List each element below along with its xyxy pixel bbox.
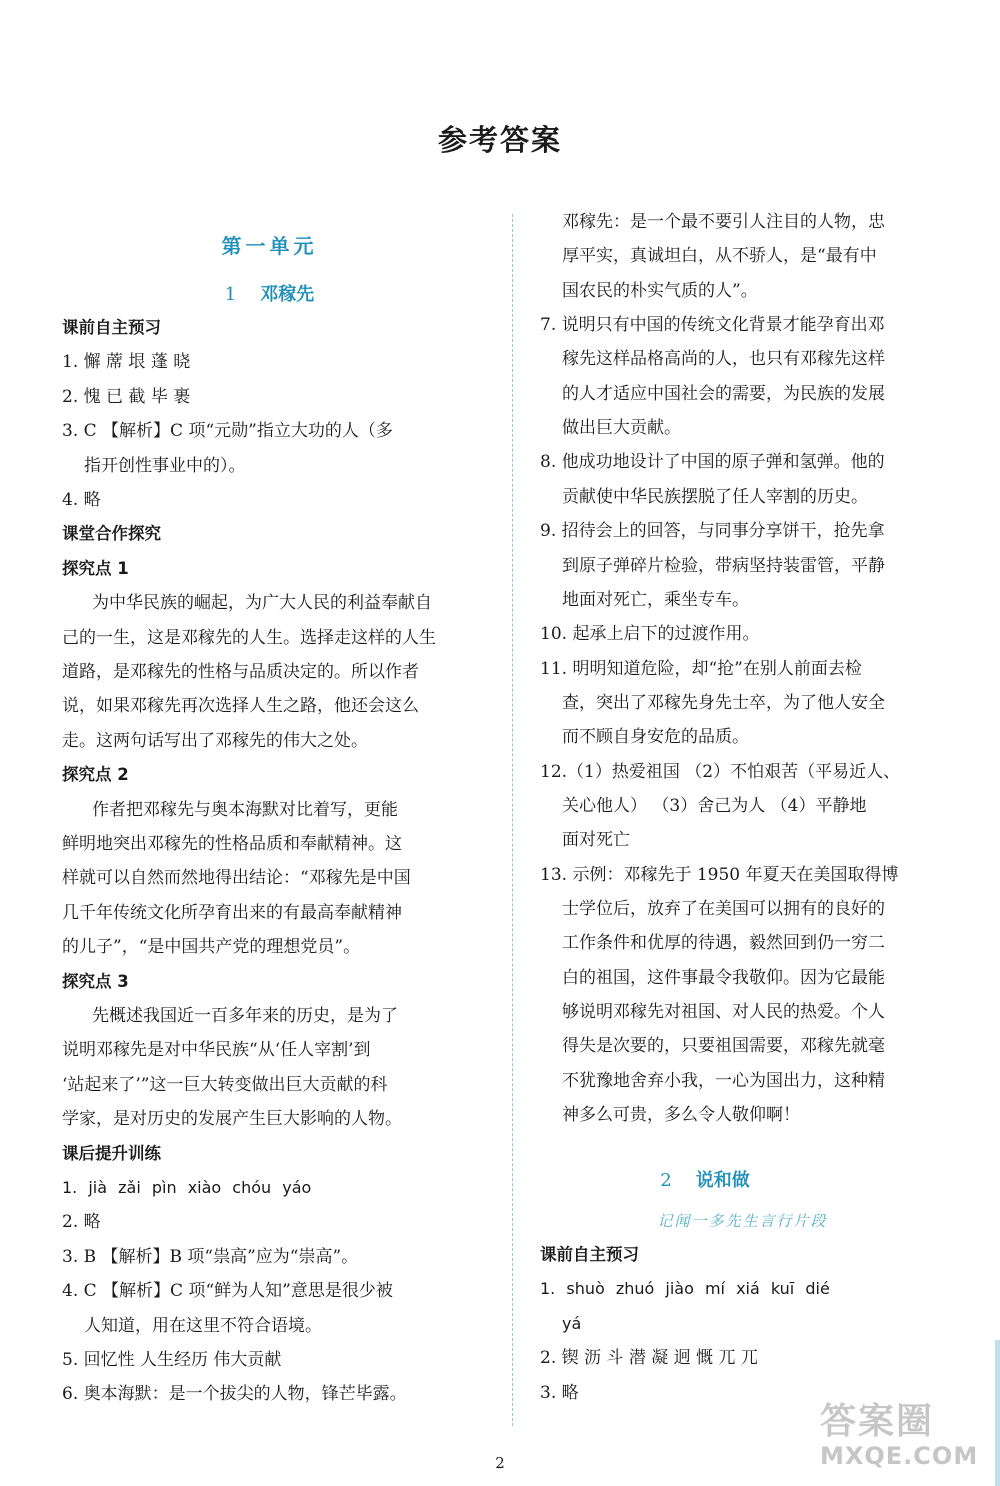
answer-line: 几千年传统文化所孕育出来的有最高奉献精神 — [62, 902, 402, 923]
answer-line: 指开创性事业中的）。 — [84, 455, 246, 476]
answer-line: 作者把邓稼先与奥本海默对比着写，更能 — [92, 799, 398, 820]
answer-line: 的儿子”，“是中国共产党的理想党员”。 — [62, 937, 361, 958]
lesson-2-number: 2 — [660, 1170, 672, 1191]
answer-line: 地面对死亡，乘坐专车。 — [562, 589, 749, 610]
answer-line: 1. shuò zhuó jiào mí xiá kuī dié — [540, 1279, 830, 1299]
answer-line: ‘站起来了’”这一巨大转变做出巨大贡献的科 — [62, 1074, 388, 1095]
answer-line: 6. 奥本海默：是一个拔尖的人物，锋芒毕露。 — [62, 1384, 407, 1405]
page-number: 2 — [495, 1454, 505, 1472]
answer-line: 稼先这样品格高尚的人，也只有邓稼先这样 — [562, 349, 885, 370]
answer-line: 3. 略 — [540, 1382, 579, 1403]
section-heading: 课堂合作探究 — [62, 524, 161, 544]
answer-line: 10. 起承上启下的过渡作用。 — [540, 624, 760, 645]
answer-line: 1. jià zǎi pìn xiào chóu yáo — [62, 1178, 312, 1197]
answer-line: 为中华民族的崛起，为广大人民的利益奉献自 — [92, 593, 432, 614]
answer-line: 厚平实，真诚坦白，从不骄人，是“最有中 — [562, 246, 877, 267]
lesson-2-name: 说和做 — [695, 1170, 750, 1191]
answer-line: 鲜明地突出邓稼先的性格品质和奉献精神。这 — [62, 834, 402, 854]
answer-line: 3. B 【解析】B 项“祟高”应为“崇高”。 — [62, 1246, 359, 1267]
answer-line: 神多么可贵，多么令人敬仰啊！ — [562, 1105, 800, 1126]
answer-line: 4. 略 — [62, 490, 101, 510]
answer-line: 国农民的朴实气质的人”。 — [562, 280, 758, 301]
answer-line: 3. C 【解析】C 项“元勋”指立大功的人（多 — [62, 421, 393, 442]
watermark-logo — [820, 1402, 996, 1470]
section-heading: 探究点 2 — [62, 765, 129, 785]
unit-title: 第一单元 — [221, 234, 318, 258]
answer-line: 到原子弹碎片检验，带病坚持装雷管，平静 — [562, 555, 885, 576]
answer-line: 得失是次要的，只要祖国需要，邓稼先就毫 — [562, 1036, 885, 1057]
lesson-1-name: 邓稼先 — [260, 284, 315, 305]
lesson-1-title — [62, 280, 477, 306]
answer-line: 先概述我国近一百多年来的历史，是为了 — [92, 1006, 398, 1026]
answer-line: 的人才适应中国社会的需要，为民族的发展 — [562, 383, 885, 404]
answer-line: 己的一生，这是邓稼先的人生。选择走这样的人生 — [62, 627, 436, 648]
answer-line: 面对死亡 — [562, 830, 630, 851]
answer-line: 不犹豫地舍弃小我，一心为国出力，这种精 — [562, 1070, 885, 1091]
answer-line: 查，突出了邓稼先身先士卒，为了他人安全 — [562, 692, 885, 713]
answer-line: 9. 招待会上的回答，与同事分享饼干，抢先拿 — [540, 521, 885, 542]
answer-line: 2. 愧 已 截 毕 裹 — [62, 386, 191, 407]
section-heading: 探究点 1 — [62, 558, 129, 578]
lesson-2-title — [540, 1166, 870, 1192]
answer-line: 11. 明明知道危险，却“抢”在别人前面去检 — [540, 658, 862, 679]
answer-line: 5. 回忆性 人生经历 伟大贡献 — [62, 1350, 282, 1370]
section-heading: 课后提升训练 — [62, 1143, 161, 1163]
answer-line: 12.（1）热爱祖国 （2）不怕艰苦（平易近人、 — [540, 761, 901, 782]
answer-line: 7. 说明只有中国的传统文化背景才能孕育出邓 — [540, 315, 885, 336]
answer-line: 1. 懈 蓆 垠 蓬 晓 — [62, 352, 191, 373]
watermark-text-bottom: MXQE.COM — [820, 1442, 979, 1470]
answer-line: 邓稼先：是一个最不要引人注目的人物，忠 — [562, 212, 885, 232]
answer-line: 2. 略 — [62, 1212, 101, 1233]
answer-line: 道路，是邓稼先的性格与品质决定的。所以作者 — [62, 662, 419, 682]
answer-line: 4. C 【解析】C 项“鲜为人知”意思是很少被 — [62, 1281, 393, 1302]
answer-line: 2. 锲 沥 斗 潜 凝 迥 慨 兀 兀 — [540, 1348, 758, 1369]
section-heading: 课前自主预习 — [540, 1245, 639, 1264]
answer-line: 够说明邓稼先对祖国、对人民的热爱。个人 — [562, 1002, 885, 1023]
watermark-text-top: 答案圈 — [820, 1401, 935, 1442]
column-divider — [512, 214, 513, 1426]
answer-line: 工作条件和优厚的待遇，毅然回到仍一穷二 — [562, 933, 885, 954]
answer-line: 13. 示例：邓稼先于 1950 年夏天在美国取得博 — [540, 864, 899, 885]
answer-line: 样就可以自然而然地得出结论：“邓稼先是中国 — [62, 868, 411, 889]
answer-line: 人知道，用在这里不符合语境。 — [84, 1315, 322, 1336]
page-title: 参考答案 — [437, 123, 562, 157]
answer-line: 贡献使中华民族摆脱了任人宰割的历史。 — [562, 486, 868, 507]
answer-line: 学家，是对历史的发展产生巨大影响的人物。 — [62, 1109, 402, 1130]
answer-line: 关心他人） （3）舍己为人 （4）平静地 — [562, 795, 867, 816]
answer-line: 说，如果邓稼先再次选择人生之路，他还会这么 — [62, 696, 419, 717]
answer-line: 士学位后，放弃了在美国可以拥有的良好的 — [562, 899, 885, 919]
answer-line: yá — [562, 1313, 582, 1333]
answer-line: 8. 他成功地设计了中国的原子弹和氢弹。他的 — [540, 452, 885, 473]
section-heading: 探究点 3 — [62, 971, 129, 991]
answer-line: 走。这两句话写出了邓稼先的伟大之处。 — [62, 730, 368, 751]
lesson-2-subtitle: 记闻一多先生言行片段 — [657, 1212, 828, 1230]
answer-line: 白的祖国，这件事最令我敬仰。因为它最能 — [562, 967, 885, 988]
answer-line: 说明邓稼先是对中华民族“从‘任人宰割’到 — [62, 1040, 371, 1061]
answer-line: 而不顾自身安危的品质。 — [562, 727, 749, 748]
answer-line: 做出巨大贡献。 — [562, 418, 681, 439]
section-heading: 课前自主预习 — [62, 318, 161, 337]
lesson-1-number: 1 — [224, 284, 237, 305]
